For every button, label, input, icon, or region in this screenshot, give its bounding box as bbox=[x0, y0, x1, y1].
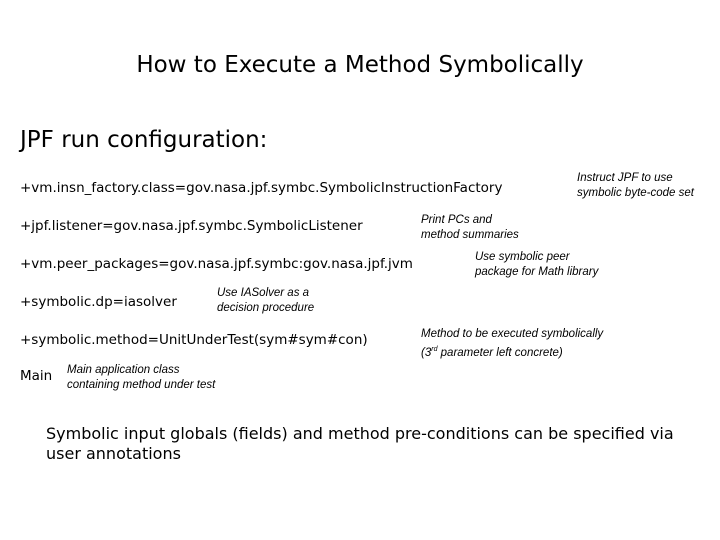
config-peer-packages: +vm.peer_packages=gov.nasa.jpf.symbc:gov.nasa.jpf.jvm bbox=[20, 256, 413, 272]
slide-title: How to Execute a Method Symbolically bbox=[136, 52, 584, 78]
config-decision-procedure: +symbolic.dp=iasolver bbox=[20, 294, 177, 310]
note-insn-factory-line1: Instruct JPF to use bbox=[577, 172, 673, 184]
note-insn-factory-line2: symbolic byte-code set bbox=[577, 187, 694, 199]
note-decision-procedure bbox=[217, 286, 314, 316]
note-method-prefix: (3 bbox=[421, 346, 432, 359]
slide-subtitle: JPF run configuration: bbox=[20, 127, 268, 153]
note-method bbox=[421, 327, 603, 361]
note-listener-line2: method summaries bbox=[421, 229, 519, 241]
note-listener-line1: Print PCs and bbox=[421, 214, 492, 226]
note-method-suffix: parameter left concrete) bbox=[437, 346, 563, 359]
note-method-line1: Method to be executed symbolically bbox=[421, 328, 604, 340]
note-main bbox=[67, 363, 215, 393]
footer-text bbox=[46, 424, 674, 464]
note-main-line1: Main application class bbox=[67, 364, 180, 376]
note-decision-procedure-line2: decision procedure bbox=[217, 302, 315, 314]
config-listener: +jpf.listener=gov.nasa.jpf.symbc.SymbolicListener bbox=[20, 218, 363, 234]
config-insn-factory: +vm.insn_factory.class=gov.nasa.jpf.symbc.SymbolicInstructionFactory bbox=[20, 180, 503, 196]
note-peer-packages-line2: package for Math library bbox=[475, 266, 599, 278]
footer-line1: Symbolic input globals (fields) and method pre-conditions can be specified via bbox=[46, 424, 674, 443]
footer-line2: user annotations bbox=[46, 444, 181, 463]
note-method-line2 bbox=[421, 342, 603, 361]
note-method-sup: rd bbox=[431, 346, 438, 353]
note-peer-packages-line1: Use symbolic peer bbox=[475, 251, 570, 263]
config-method: +symbolic.method=UnitUnderTest(sym#sym#con) bbox=[20, 332, 368, 348]
note-main-line2: containing method under test bbox=[67, 379, 216, 391]
config-main: Main bbox=[20, 368, 53, 384]
note-decision-procedure-line1: Use IASolver as a bbox=[217, 287, 310, 299]
note-listener bbox=[421, 213, 519, 243]
note-insn-factory bbox=[577, 171, 694, 201]
note-peer-packages bbox=[475, 250, 598, 280]
